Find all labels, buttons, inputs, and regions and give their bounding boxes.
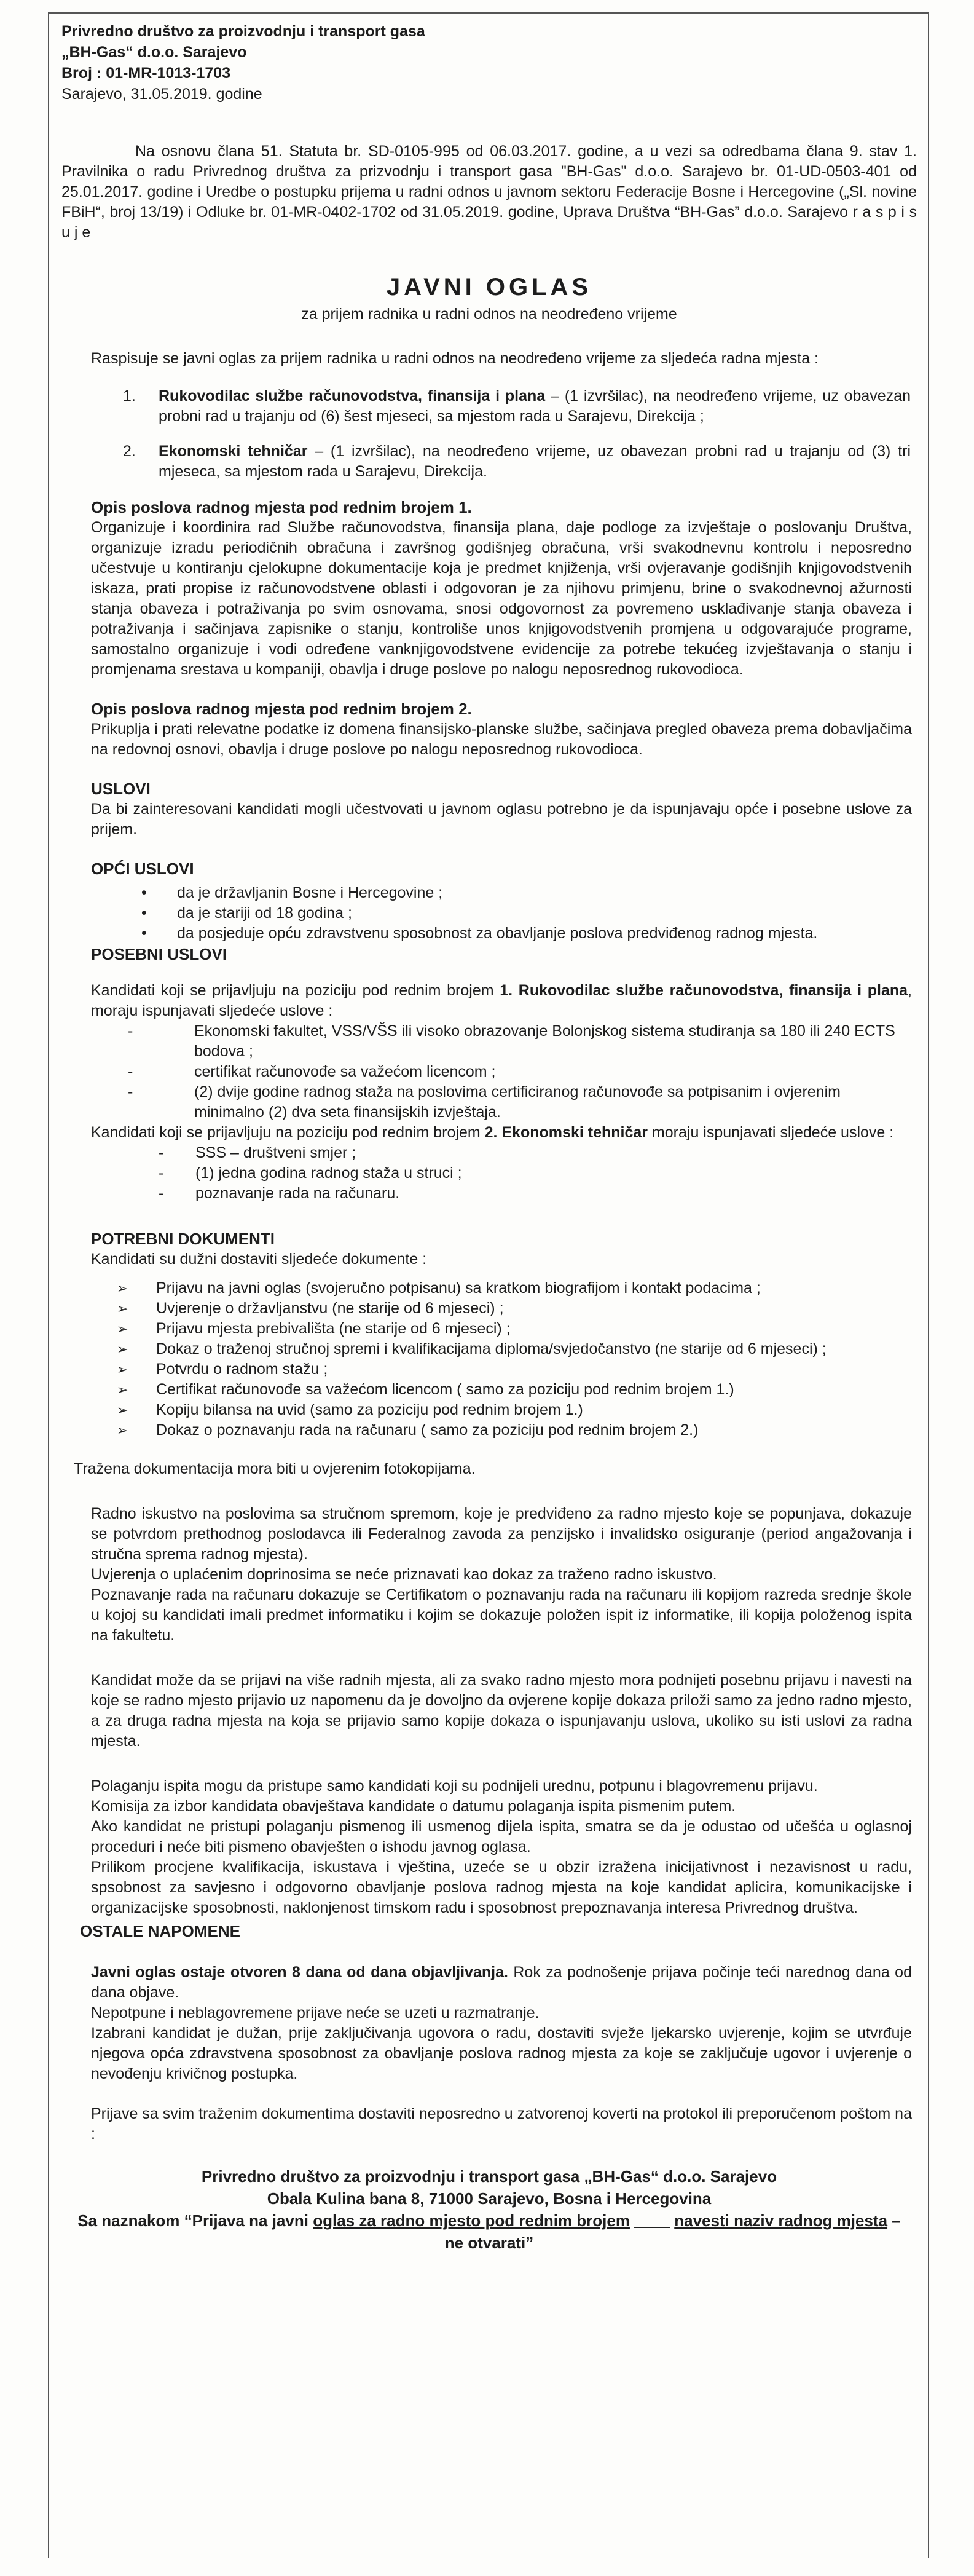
description-block [61, 497, 917, 760]
position-details: – (1 izvršilac), na neodređeno vrijeme, uz obavezan probni rad u trajanju od (3) tri mjeseca, sa mjestom rada u Sarajevu, Direkcija. [159, 443, 911, 480]
special-p1-position: 1. Rukovodilac službe računovodstva, finansija i plana [500, 982, 908, 999]
list-item [61, 923, 917, 944]
desc2-text: Prikuplja i prati relevatne podatke iz domena finansijsko-planske službe, sačinjava pregled obaveza prema dobavljačima na redovnoj osnovi, obavlja i druge poslove po nalogu neposrednog rukovodioca. [91, 721, 912, 758]
list-item-text: SSS – društveni smjer ; [195, 1144, 356, 1161]
list-item [91, 1183, 912, 1204]
intro-paragraph: Na osnovu člana 51. Statuta br. SD-0105-995 od 06.03.2017. godine, a u vezi sa odredbama člana 9. stav 1. Pravilnika o radu Privrednog društva za prizvodnju i transport gasa "BH-Gas" d.o.o. Sarajevo br. 01-UD-0503-401 od 25.01.2017. godine i Uredbe o postupku prijema u radni odnos u javnom sektoru Federacije Bosne i Hercegovine („Sl. novine FBiH“, broj 13/19) i Odluke br. 01-MR-0402-1702 od 31.05.2019. godine, Uprava Društva “BH-Gas” d.o.o. Sarajevo r a s p i s u j e [61, 143, 917, 241]
list-item [61, 441, 917, 482]
desc1-text: Organizuje i koordinira rad Službe računovodstva, finansija plana, daje podloge za izvještaje o poslovanju Društva, organizuje izradu periodičnih obračuna i završnog godišnjeg obračuna, vrši svakodnevnu kontrolu i neposredno učestvuje u kontiranju cjelokupne dokumentacije koja je predmet knjiženja, vrši ovjeravanje godišnjih knjigovodstvenih iskaza, prati propise iz računovodstvene oblasti i odgovoran je za njihovu primjenu, brine o svakodnevnoj ažurnosti stanja obaveza i potraživanja po svim osnovama, snosi odgovornost za povremeno usklađivanje stanja obaveza i potraživanja i sačinjava zapisnike o stanju, kontroliše unos knjigovodstvenih promjena u odgovarajuće programe, samostalno organizuje i vodi određene vanknjigovodstvene evidencije za potrebe tekućeg izvještavanja o stanju i promjenama srestava u kompaniji, obavlja i druge poslove po nalogu neposrednog rukovodioca. [91, 519, 912, 678]
list-item [61, 903, 917, 923]
list-item-text: Dokaz o poznavanju rada na računaru ( samo za poziciju pod rednim brojem 2.) [156, 1421, 699, 1439]
list-item-text: da posjeduje opću zdravstvenu sposobnost za obavljanje poslova predviđenog radnog mjesta. [177, 925, 818, 942]
position-title: Rukovodilac službe računovodstva, finansija i plana [159, 387, 546, 405]
conditions-text: Da bi zainteresovani kandidati mogli učestvovati u javnom oglasu potrebno je da ispunjavaju opće i posebne uslove za prijem. [91, 800, 912, 838]
notes-medical: Izabrani kandidat je dužan, prije zaključivanja ugovora o radu, dostaviti svježe ljekarsko uvjerenje, kojim se utvrđuje njegova opća zdravstvena sposobnost za obavljanje poslova radnog mjesta za koje se zaključuje ugovor i uvjerenje o nevođenju krivičnog postupka. [91, 2025, 912, 2082]
page-title: JAVNI OGLAS [386, 274, 592, 301]
exam-text: Prilikom procjene kvalifikacija, iskustava i vještina, uzeće se u obzir izražena inicijativnost i nezavisnost u radu, spsobnost za savjesno i odgovorno obavljanje poslova radnog mjesta na koje kandidat aplicira, komunikacijske i organizacijske sposobnosti, naklonjenost timskom radu i sposobnost prepoznavanja interesa Privrednog društva. [91, 1859, 912, 1916]
footer-company: Privredno društvo za proizvodnju i transport gasa „BH-Gas“ d.o.o. Sarajevo [201, 2167, 777, 2186]
footer-note-start: Sa naznakom “Prijava na javni [77, 2211, 313, 2230]
list-item-text: da je državljanin Bosne i Hercegovine ; [177, 884, 443, 901]
position-title: Ekonomski tehničar [159, 443, 308, 460]
bullet-icon: • [141, 904, 147, 922]
list-item-text: Uvjerenje o državljanstvu (ne starije od 6 mjeseci) ; [156, 1300, 504, 1317]
footer-note-position: navesti naziv radnog mjesta [674, 2211, 888, 2230]
list-item-text: Prijavu na javni oglas (svojeručno potpisanu) sa kratkom biografijom i kontakt podacima ; [156, 1279, 761, 1297]
documents-lead: Kandidati su dužni dostaviti sljedeće dokumente : [91, 1250, 427, 1268]
arrow-bullet-icon: ➢ [117, 1301, 128, 1316]
dash-icon: - [159, 1185, 164, 1202]
list-item [61, 1339, 917, 1359]
documents-list [61, 1278, 917, 1440]
list-item [61, 386, 917, 427]
list-item [91, 1143, 912, 1163]
arrow-bullet-icon: ➢ [117, 1382, 128, 1397]
arrow-bullet-icon: ➢ [117, 1362, 128, 1377]
dash-icon: - [128, 1083, 133, 1100]
list-item [61, 1359, 917, 1380]
bullet-icon: • [141, 884, 147, 901]
documents-heading: POTREBNI DOKUMENTI [91, 1230, 275, 1248]
notes-open-bold: Javni oglas ostaje otvoren 8 dana od dana objavljivanja. [91, 1964, 508, 1981]
list-item [91, 1062, 912, 1082]
list-item-text: Certifikat računovođe sa važećom licencom ( samo za poziciju pod rednim brojem 1.) [156, 1381, 734, 1398]
notes-open [91, 1962, 912, 2003]
notes-send: Prijave sa svim traženim dokumentima dostaviti neposredno u zatvorenoj koverti na protokol ili preporučenom poštom na : [91, 2105, 912, 2143]
special-p1-end: , moraju ispunjavati sljedeće uslove : [91, 982, 912, 1019]
dash-icon: - [159, 1164, 164, 1182]
desc2-heading: Opis poslova radnog mjesta pod rednim brojem 2. [91, 700, 472, 718]
footer-note-underlined: oglas za radno mjesto pod rednim brojem [313, 2211, 630, 2230]
dash-icon: - [159, 1144, 164, 1161]
exam-text: Polaganju ispita mogu da pristupe samo kandidati koji su podnijeli urednu, potpunu i blagovremenu prijavu. [91, 1777, 818, 1795]
arrow-bullet-icon: ➢ [117, 1341, 128, 1357]
special-p2-position: 2. Ekonomski tehničar [484, 1124, 648, 1141]
list-item-text: (2) dvije godine radnog staža na poslovima certificiranog računovođe sa potpisanim i ovjerenim minimalno (2) dva seta finansijskih izvještaja. [194, 1083, 841, 1121]
list-item-text: Dokaz o traženoj stručnoj spremi i kvalifikacijama diploma/svjedočanstvo (ne starije od 6 mjeseci) ; [156, 1340, 827, 1357]
special-p1 [91, 981, 912, 1021]
special-p1-start: Kandidati koji se prijavljuju na poziciju pod rednim brojem [91, 982, 500, 999]
exam-block [61, 1776, 917, 1918]
list-item [61, 883, 917, 903]
position-number: 1. [123, 387, 136, 405]
general-conditions-heading: OPĆI USLOVI [91, 859, 194, 878]
header-number: Broj : 01-MR-1013-1703 [61, 65, 231, 82]
positions-list [61, 386, 917, 482]
experience-block [61, 1504, 917, 1646]
special-list-2 [91, 1143, 912, 1204]
bullet-icon: • [141, 925, 147, 942]
experience-text: Uvjerenja o uplaćenim doprinosima se neće priznavati kao dokaz za traženo radno iskustvo. [91, 1566, 717, 1583]
footer-address [61, 2165, 917, 2254]
experience-text: Poznavanje rada na računaru dokazuje se Certifikatom o poznavanju rada na računaru ili kopijom razreda srednje škole u kojoj su kandidati imali predmet informatiku i kojim se dokazuje položen ispit iz informatike, ili kopija položenog ispita na fakultetu. [91, 1586, 912, 1644]
footer-note-dash: – [887, 2211, 901, 2230]
dash-icon: - [128, 1022, 133, 1040]
footer-street: Obala Kulina bana 8, 71000 Sarajevo, Bosna i Hercegovina [267, 2189, 712, 2208]
experience-text: Radno iskustvo na poslovima sa stručnom spremom, koje je predviđeno za radno mjesto koje se popunjava, dokazuje se potvrdom prethodnog poslodavca ili Federalnog zavoda za penzijsko i invalidsko osiguranje (period angažovanja i stručna sprema radnog mjesta). [91, 1505, 912, 1563]
notes-open-rest: Rok za podnošenje prijava počinje teći narednog dana od dana objave. [91, 1964, 912, 2001]
header-company-name: „BH-Gas“ d.o.o. Sarajevo [61, 44, 247, 61]
notes-late: Nepotpune i neblagovremene prijave neće se uzeti u razmatranje. [91, 2004, 540, 2021]
special-conditions-block [61, 981, 917, 1204]
list-item-text: certifikat računovođe sa važećom licencom ; [194, 1063, 496, 1080]
page-subtitle: za prijem radnika u radni odnos na neodređeno vrijeme [301, 306, 677, 323]
list-item [61, 1420, 917, 1440]
list-item-text: (1) jedna godina radnog staža u struci ; [195, 1164, 462, 1182]
list-item [91, 1021, 912, 1062]
exam-text: Ako kandidat ne pristupi polaganju pismenog ili usmenog dijela ispita, smatra se da je odustao od učešća u oglasnoj proceduri i neće biti pismeno obavješten o ishodu javnog oglasa. [91, 1818, 912, 1855]
special-p2-end: moraju ispunjavati sljedeće uslove : [648, 1124, 894, 1141]
multiple-positions-note: Kandidat može da se prijavi na više radnih mjesta, ali za svako radno mjesto mora podnijeti posebnu prijavu i navesti na koje se radno mjesto prijavio uz napomenu da je dovoljno da ovjerene kopije dokaza priloži samo za jedno radno mjesto, a za druga radna mjesta na koja se prijavio samo kopije dokaza o ispunjavanju uslova, ukoliko su isti uslovi za radna mjesta. [91, 1672, 912, 1750]
exam-text: Komisija za izbor kandidata obavještava kandidate o datumu polaganja ispita pismenim putem. [91, 1798, 736, 1815]
list-item-text: da je stariji od 18 godina ; [177, 904, 352, 922]
position-details: – (1 izvršilac), na neodređeno vrijeme, uz obavezan probni rad u trajanju od (6) šest mjeseci, sa mjestom rada u Sarajevu, Direkcija ; [159, 387, 911, 425]
conditions-heading: USLOVI [91, 780, 151, 798]
list-item-text: Ekonomski fakultet, VSS/VŠS ili visoko obrazovanje Bolonjskog sistema studiranja sa 180 ili 240 ECTS bodova ; [194, 1022, 895, 1060]
general-conditions-list [61, 883, 917, 944]
desc1-heading: Opis poslova radnog mjesta pod rednim brojem 1. [91, 498, 472, 516]
document-page [48, 12, 929, 2558]
lead-paragraph: Raspisuje se javni oglas za prijem radnika u radni odnos na neodređeno vrijeme za sljedeća radna mjesta : [91, 350, 819, 367]
list-item [91, 1163, 912, 1183]
list-item [61, 1380, 917, 1400]
footer-note [61, 2210, 917, 2232]
special-conditions-heading: POSEBNI USLOVI [91, 945, 227, 963]
list-item-text: Kopiju bilansa na uvid (samo za poziciju pod rednim brojem 1.) [156, 1401, 583, 1418]
notes-block [61, 1962, 917, 2144]
position-number: 2. [123, 443, 136, 460]
list-item [61, 1278, 917, 1298]
documents-certified-note: Tražena dokumentacija mora biti u ovjerenim fotokopijama. [74, 1460, 476, 1477]
list-item [61, 1298, 917, 1319]
header-date: Sarajevo, 31.05.2019. godine [61, 85, 262, 103]
special-p2 [91, 1123, 912, 1143]
list-item-text: Potvrdu o radnom stažu ; [156, 1361, 328, 1378]
special-list-1 [91, 1021, 912, 1123]
special-p2-start: Kandidati koji se prijavljuju na poziciju pod rednim brojem [91, 1124, 485, 1141]
list-item [61, 1319, 917, 1339]
dash-icon: - [128, 1063, 133, 1080]
list-item [91, 1082, 912, 1123]
header-block [61, 21, 917, 105]
notes-heading: OSTALE NAPOMENE [80, 1922, 240, 1940]
arrow-bullet-icon: ➢ [117, 1402, 128, 1418]
list-item-text: Prijavu mjesta prebivališta (ne starije od 6 mjeseci) ; [156, 1320, 511, 1337]
footer-note-end: ne otvarati” [444, 2234, 534, 2252]
footer-note-blank: ____ [629, 2211, 675, 2230]
arrow-bullet-icon: ➢ [117, 1321, 128, 1337]
arrow-bullet-icon: ➢ [117, 1281, 128, 1296]
list-item [61, 1400, 917, 1420]
header-company: Privredno društvo za proizvodnju i transport gasa [61, 23, 425, 40]
list-item-text: poznavanje rada na računaru. [195, 1185, 400, 1202]
arrow-bullet-icon: ➢ [117, 1423, 128, 1438]
